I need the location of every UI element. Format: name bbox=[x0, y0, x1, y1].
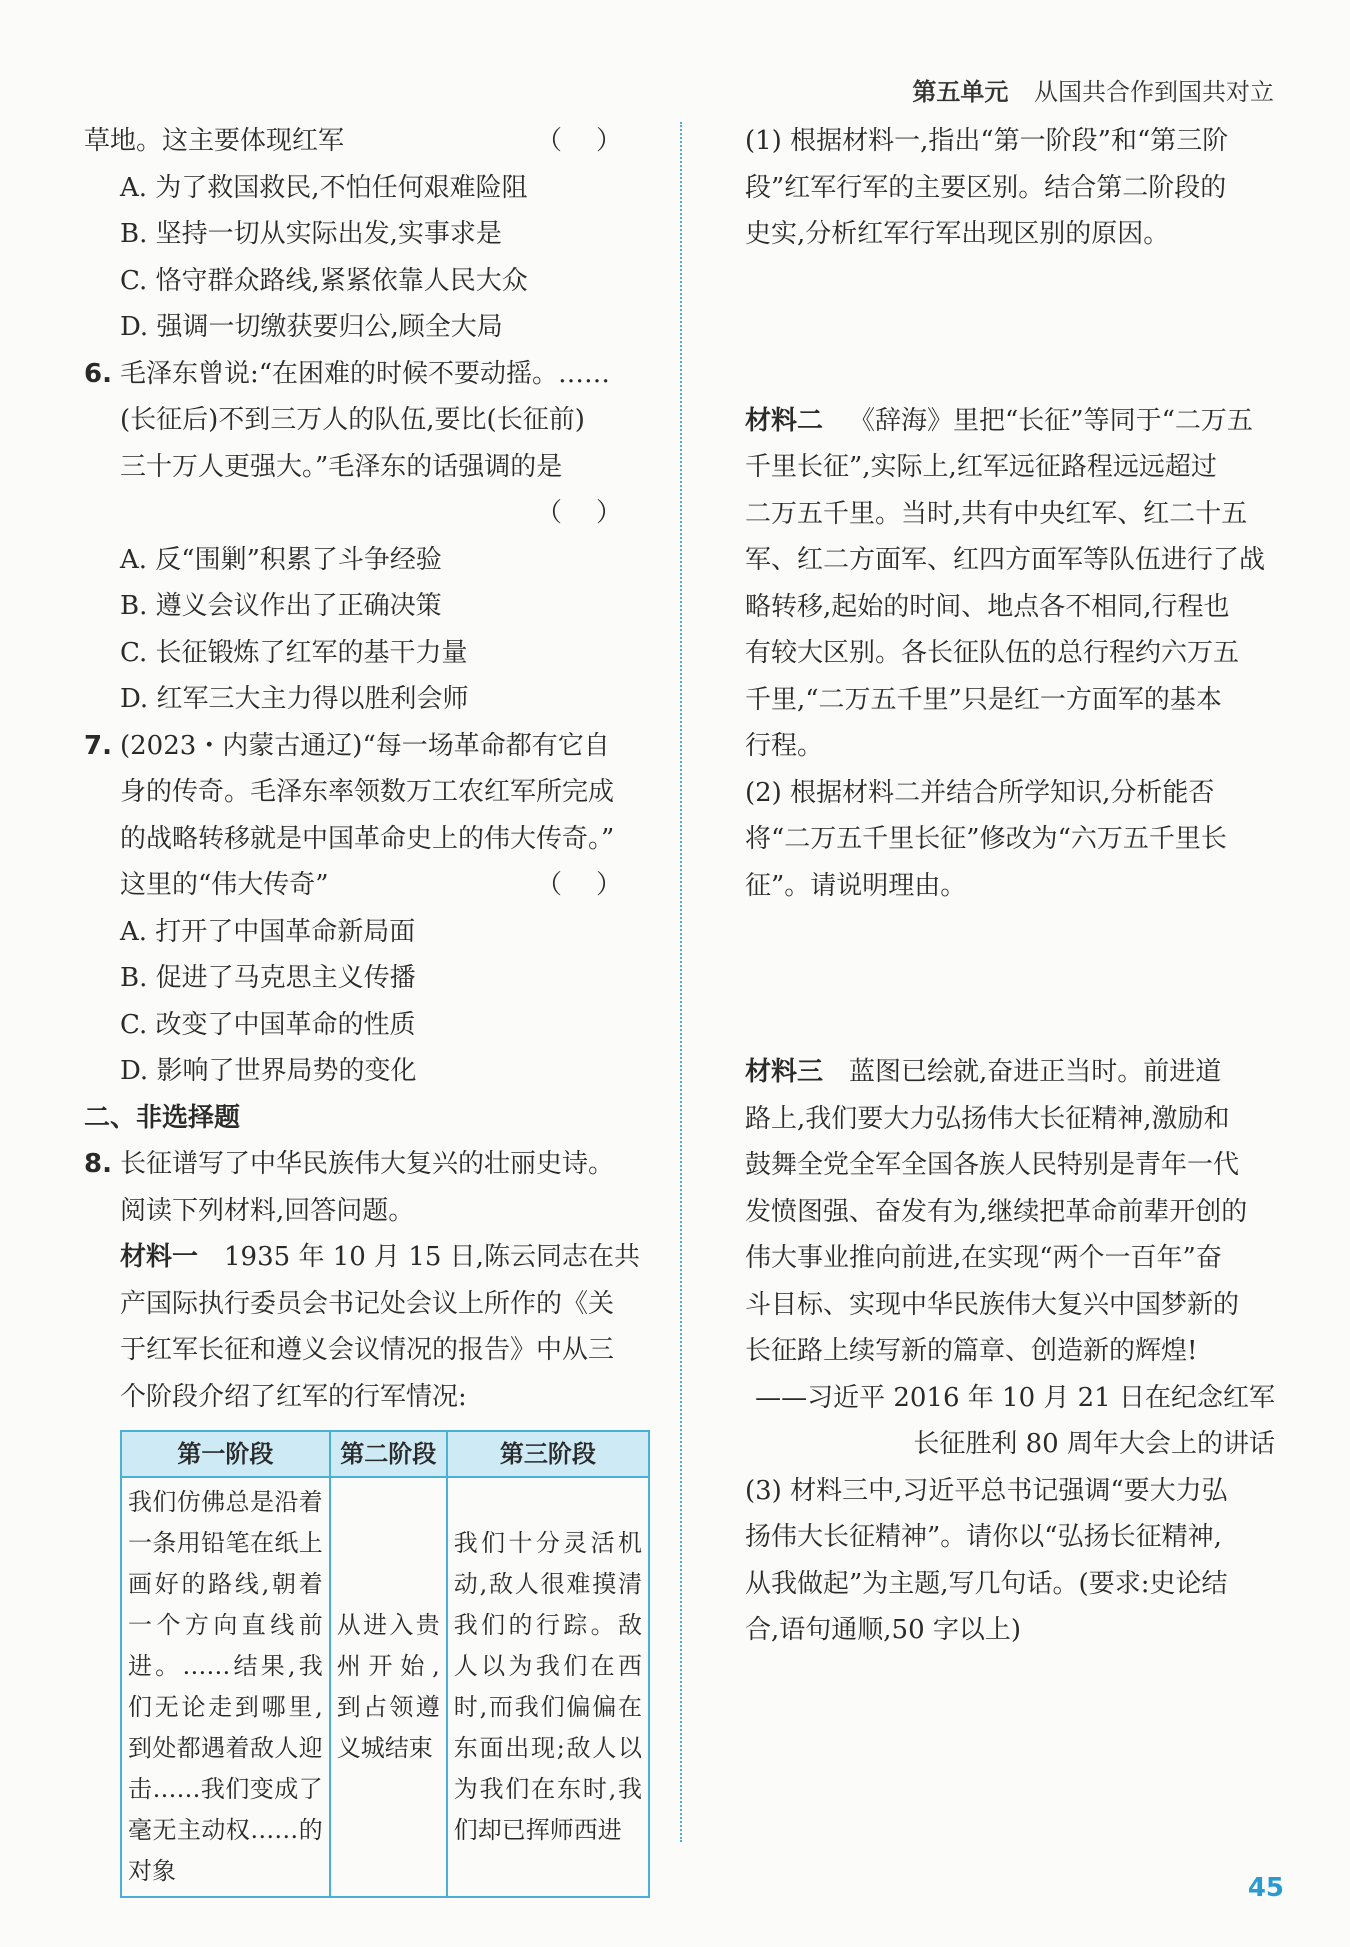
table-header-row bbox=[121, 1431, 649, 1477]
material-3-line-6: 斗目标、实现中华民族伟大复兴中国梦新的 bbox=[745, 1289, 1240, 1320]
q8-text-1: 长征谱写了中华民族伟大复兴的壮丽史诗。 bbox=[120, 1149, 615, 1179]
material-1-label: 材料一 bbox=[120, 1242, 199, 1272]
column-divider bbox=[680, 122, 682, 1842]
q6-option-d: D. 红军三大主力得以胜利会师 bbox=[120, 684, 469, 714]
q7-number: 7. bbox=[84, 730, 112, 761]
unit-label: 第五单元 bbox=[912, 78, 1009, 106]
material-3-line-4: 发愤图强、奋发有为,继续把革命前辈开创的 bbox=[745, 1196, 1248, 1227]
q7-text-4: 这里的“伟大传奇” bbox=[120, 870, 329, 900]
material-2-label: 材料二 bbox=[745, 405, 824, 436]
answer-space bbox=[745, 258, 1275, 398]
table-cell-stage-1: 我们仿佛总是沿着一条用铅笔在纸上画好的路线,朝着一个方向直线前进。……结果,我们无论走到哪里,到处都遇着敌人迎击……我们变成了毫无主动权……的对象 bbox=[121, 1477, 330, 1897]
q5-option-d: D. 强调一切缴获要归公,顾全大局 bbox=[120, 312, 503, 342]
material-3-text-1: 蓝图已绘就,奋进正当时。前进道 bbox=[849, 1057, 1222, 1087]
left-column bbox=[84, 118, 656, 1898]
material-3-source-2: 长征胜利 80 周年大会上的讲话 bbox=[913, 1429, 1275, 1459]
material-1-line-4: 个阶段介绍了红军的行军情况: bbox=[120, 1381, 467, 1412]
sub-question-2-line-3: 征”。请说明理由。 bbox=[745, 870, 967, 901]
q5-option-c: C. 恪守群众路线,紧紧依靠人民大众 bbox=[120, 265, 528, 296]
q7-option-a: A. 打开了中国革命新局面 bbox=[120, 916, 416, 947]
q5-option-b: B. 坚持一切从实际出发,实事求是 bbox=[120, 219, 502, 249]
q7-line-3: 的战略转移就是中国革命史上的伟大传奇。” bbox=[120, 823, 615, 854]
sub-question-3-line-1: (3) 材料三中,习近平总书记强调“要大力弘 bbox=[745, 1475, 1228, 1506]
sub-question-1-line-2: 段”红军行军的主要区别。结合第二阶段的 bbox=[745, 172, 1227, 203]
q7-option-b: B. 促进了马克思主义传播 bbox=[120, 963, 416, 993]
sub-question-3-line-2: 扬伟大长征精神”。请你以“弘扬长征精神, bbox=[745, 1522, 1222, 1552]
material-3-source-1: ——习近平 2016 年 10 月 21 日在纪念红军 bbox=[755, 1382, 1275, 1413]
material-2-line-5: 略转移,起始的时间、地点各不相同,行程也 bbox=[745, 591, 1230, 622]
material-2-text-1: 《辞海》里把“长征”等同于“二万五 bbox=[849, 405, 1253, 436]
q6-number: 6. bbox=[84, 358, 112, 389]
answer-paren: （） bbox=[535, 126, 656, 156]
material-3-line-2: 路上,我们要大力弘扬伟大长征精神,激励和 bbox=[745, 1103, 1230, 1134]
q5-option-a: A. 为了救国救民,不怕任何艰难险阻 bbox=[120, 172, 528, 203]
q6-text-1: 毛泽东曾说:“在困难的时候不要动摇。…… bbox=[120, 358, 611, 389]
material-2-line-4: 军、红二方面军、红四方面军等队伍进行了战 bbox=[745, 545, 1266, 575]
material-1-line-3: 于红军长征和遵义会议情况的报告》中从三 bbox=[120, 1335, 615, 1365]
material-1-line-1 bbox=[84, 1234, 656, 1281]
material-1-line-2: 产国际执行委员会书记处会议上所作的《关 bbox=[120, 1288, 615, 1319]
answer-paren: （） bbox=[535, 498, 656, 528]
sub-question-2-line-1: (2) 根据材料二并结合所学知识,分析能否 bbox=[745, 777, 1215, 808]
q6-option-a: A. 反“围剿”积累了斗争经验 bbox=[120, 544, 442, 575]
material-1-text-1: 1935 年 10 月 15 日,陈云同志在共 bbox=[224, 1242, 640, 1272]
table-cell-stage-2: 从进入贵州开始,到占领遵义城结束 bbox=[330, 1477, 447, 1897]
q8-number: 8. bbox=[84, 1149, 112, 1179]
material-2-line-3: 二万五千里。当时,共有中央红军、红二十五 bbox=[745, 498, 1248, 529]
table-cell-stage-3: 我们十分灵活机动,敌人很难摸清我们的行踪。敌人以为我们在西时,而我们偏偏在东面出现;敌人以为我们在东时,我们却已挥师西进 bbox=[447, 1477, 649, 1897]
q8-line-1 bbox=[84, 1141, 656, 1188]
material-3-line-1 bbox=[745, 1049, 1275, 1096]
material-3-line-3: 鼓舞全党全军全国各族人民特别是青年一代 bbox=[745, 1150, 1240, 1180]
answer-space bbox=[745, 909, 1275, 1049]
q6-line-3 bbox=[84, 444, 656, 537]
q6-option-b: B. 遵义会议作出了正确决策 bbox=[120, 591, 442, 621]
sub-question-3-line-4: 合,语句通顺,50 字以上) bbox=[745, 1615, 1022, 1645]
running-header bbox=[912, 72, 1274, 107]
march-table-wrap bbox=[120, 1430, 656, 1898]
unit-title: 从国共合作到国共对立 bbox=[1034, 78, 1274, 106]
q6-line-2: (长征后)不到三万人的队伍,要比(长征前) bbox=[120, 405, 585, 435]
section-heading: 二、非选择题 bbox=[84, 1102, 241, 1133]
sub-question-1-line-3: 史实,分析红军行军出现区别的原因。 bbox=[745, 219, 1170, 249]
q8-line-2: 阅读下列材料,回答问题。 bbox=[120, 1195, 415, 1226]
material-3-line-5: 伟大事业推向前进,在实现“两个一百年”奋 bbox=[745, 1243, 1222, 1273]
sub-question-3-line-3: 从我做起”为主题,写几句话。(要求:史论结 bbox=[745, 1568, 1228, 1599]
q7-line-2: 身的传奇。毛泽东率领数万工农红军所完成 bbox=[120, 777, 615, 807]
table-header-stage-3: 第三阶段 bbox=[447, 1431, 649, 1477]
table-header-stage-2: 第二阶段 bbox=[330, 1431, 447, 1477]
material-3-label: 材料三 bbox=[745, 1057, 824, 1087]
march-stages-table bbox=[120, 1430, 650, 1898]
q5-tail bbox=[84, 118, 656, 165]
q7-option-c: C. 改变了中国革命的性质 bbox=[120, 1009, 416, 1040]
material-2-line-6: 有较大区别。各长征队伍的总行程约六万五 bbox=[745, 638, 1240, 668]
q7-line-4 bbox=[84, 862, 656, 909]
material-2-line-2: 千里长征”,实际上,红军远征路程远远超过 bbox=[745, 452, 1217, 482]
table-row bbox=[121, 1477, 649, 1897]
material-3-line-7: 长征路上续写新的篇章、创造新的辉煌! bbox=[745, 1336, 1198, 1366]
q5-tail-text: 草地。这主要体现红军 bbox=[84, 126, 345, 156]
table-header-stage-1: 第一阶段 bbox=[121, 1431, 330, 1477]
material-2-line-7: 千里,“二万五千里”只是红一方面军的基本 bbox=[745, 684, 1222, 715]
q7-line-1 bbox=[84, 723, 656, 770]
material-2-line-1 bbox=[745, 398, 1275, 445]
q6-option-c: C. 长征锻炼了红军的基干力量 bbox=[120, 637, 468, 668]
right-column bbox=[745, 118, 1275, 1654]
answer-paren: （） bbox=[535, 870, 656, 900]
sub-question-1-line-1: (1) 根据材料一,指出“第一阶段”和“第三阶 bbox=[745, 126, 1229, 156]
sub-question-2-line-2: 将“二万五千里长征”修改为“六万五千里长 bbox=[745, 824, 1227, 854]
material-2-line-8: 行程。 bbox=[745, 731, 824, 761]
q7-option-d: D. 影响了世界局势的变化 bbox=[120, 1056, 417, 1086]
q6-line-1 bbox=[84, 351, 656, 398]
q7-text-1: (2023・内蒙古通辽)“每一场革命都有它自 bbox=[120, 730, 610, 761]
q6-text-3: 三十万人更强大。”毛泽东的话强调的是 bbox=[120, 451, 563, 482]
page-number: 45 bbox=[1247, 1873, 1284, 1903]
